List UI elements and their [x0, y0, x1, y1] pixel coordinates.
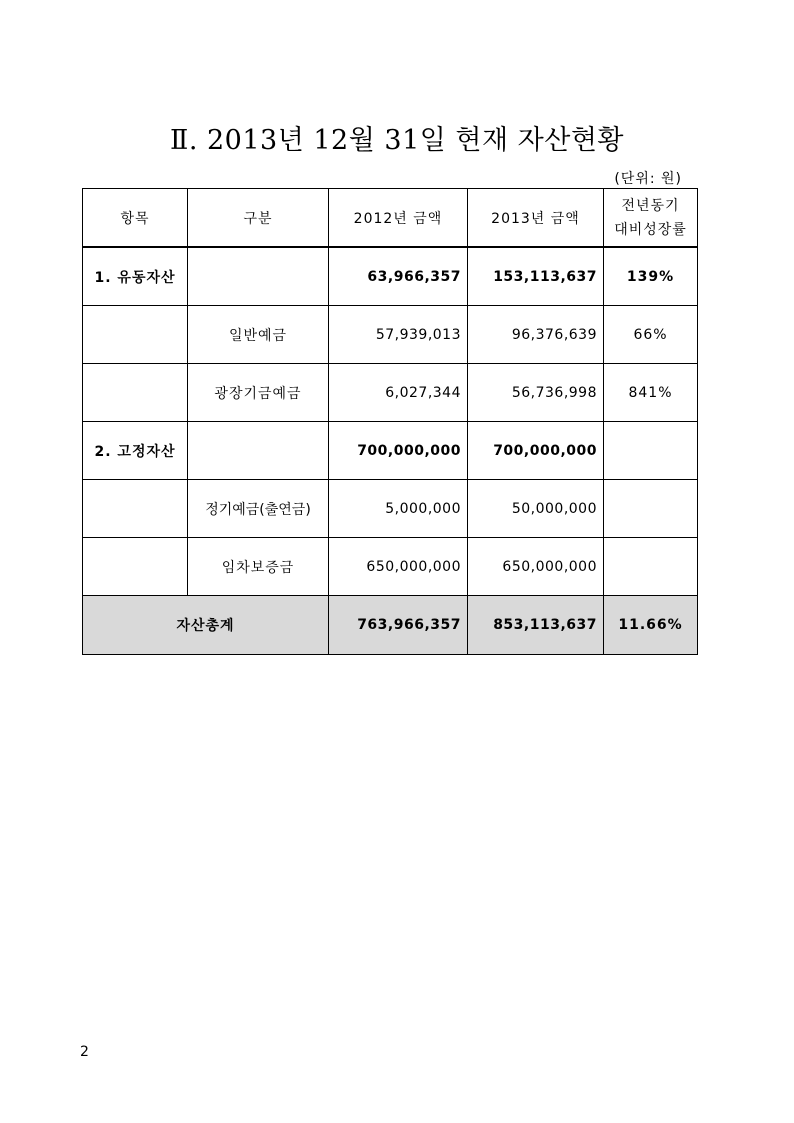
total-2013-amount: 853,113,637: [468, 596, 604, 655]
row-2012-amount: 5,000,000: [329, 480, 468, 538]
row-category: 임차보증금: [188, 538, 329, 596]
table-row: [83, 306, 698, 364]
row-growth: 139%: [604, 247, 698, 306]
row-2013-amount: 50,000,000: [468, 480, 604, 538]
header-growth-line1: 전년동기: [621, 197, 680, 214]
table-row: [83, 422, 698, 480]
row-2012-amount: 650,000,000: [329, 538, 468, 596]
table-row: [83, 247, 698, 306]
row-2012-amount: 700,000,000: [329, 422, 468, 480]
header-category: 구분: [188, 189, 329, 248]
header-growth-rate: [604, 189, 698, 248]
table-header-row: [83, 189, 698, 248]
row-growth: 66%: [604, 306, 698, 364]
row-item: [83, 306, 188, 364]
total-label: 자산총계: [83, 596, 329, 655]
row-item: 2. 고정자산: [83, 422, 188, 480]
unit-label: (단위: 원): [614, 171, 682, 187]
row-category: [188, 422, 329, 480]
row-category: 일반예금: [188, 306, 329, 364]
total-2012-amount: 763,966,357: [329, 596, 468, 655]
table-row: [83, 538, 698, 596]
header-2013-amount: 2013년 금액: [468, 189, 604, 248]
row-2013-amount: 96,376,639: [468, 306, 604, 364]
header-item: 항목: [83, 189, 188, 248]
row-2012-amount: 57,939,013: [329, 306, 468, 364]
row-growth: 841%: [604, 364, 698, 422]
row-2013-amount: 153,113,637: [468, 247, 604, 306]
row-growth: [604, 480, 698, 538]
row-2013-amount: 56,736,998: [468, 364, 604, 422]
header-growth-line2: 대비성장률: [614, 221, 687, 238]
total-row: [83, 596, 698, 655]
row-2012-amount: 63,966,357: [329, 247, 468, 306]
page-title: Ⅱ. 2013년 12월 31일 현재 자산현황: [169, 125, 624, 156]
row-item: [83, 364, 188, 422]
row-growth: [604, 538, 698, 596]
table-row: [83, 480, 698, 538]
table-row: [83, 364, 698, 422]
total-growth: 11.66%: [604, 596, 698, 655]
header-2012-amount: 2012년 금액: [329, 189, 468, 248]
page-number: 2: [80, 1044, 89, 1060]
row-2013-amount: 700,000,000: [468, 422, 604, 480]
asset-table: [82, 188, 698, 655]
row-2013-amount: 650,000,000: [468, 538, 604, 596]
row-item: [83, 480, 188, 538]
row-item: 1. 유동자산: [83, 247, 188, 306]
row-growth: [604, 422, 698, 480]
row-category: [188, 247, 329, 306]
row-category: 광장기금예금: [188, 364, 329, 422]
row-2012-amount: 6,027,344: [329, 364, 468, 422]
row-category: 정기예금(출연금): [188, 480, 329, 538]
row-item: [83, 538, 188, 596]
